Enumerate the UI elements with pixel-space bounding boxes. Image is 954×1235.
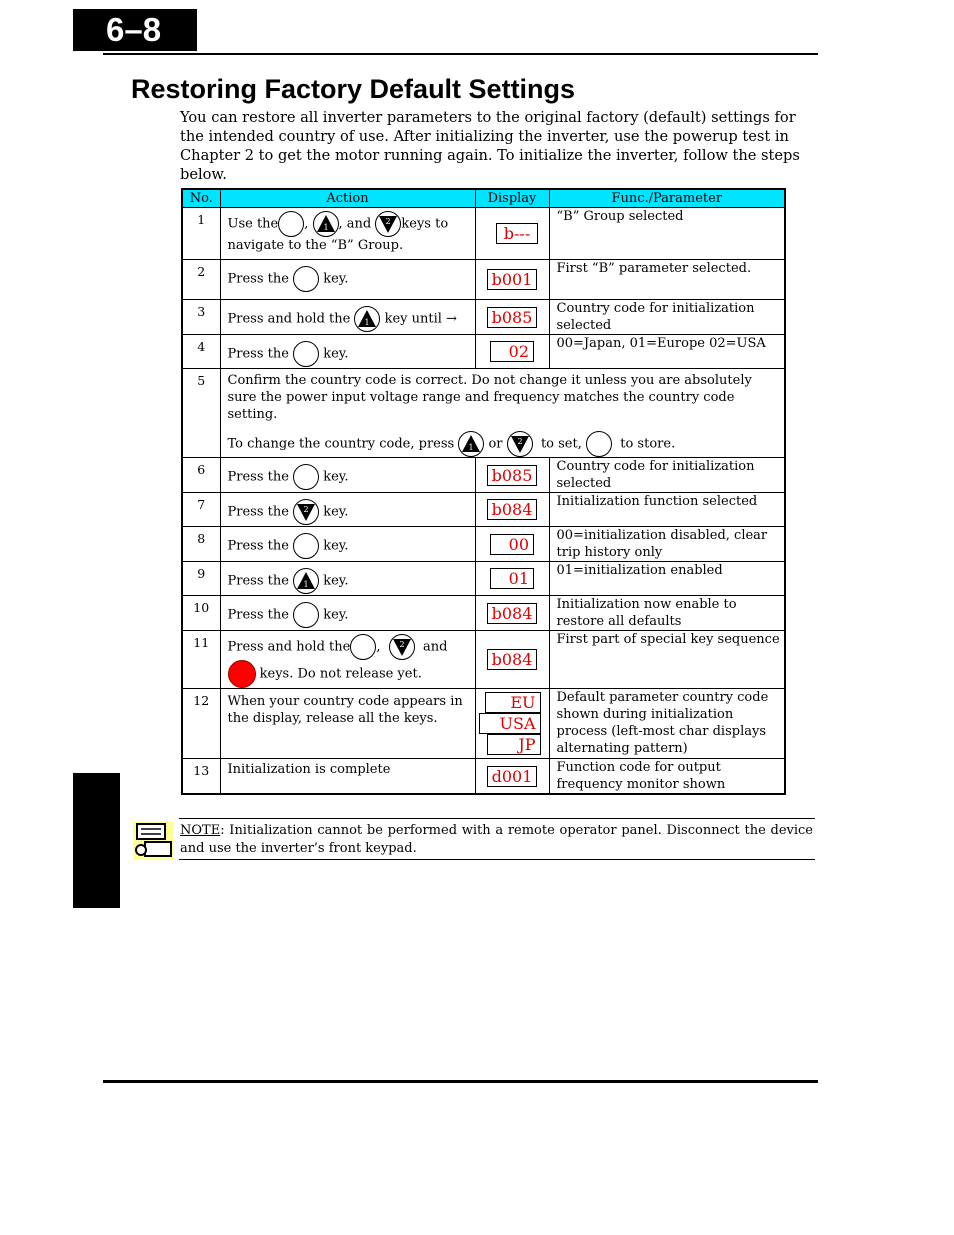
action-text: keys. Do not release yet. (259, 666, 422, 682)
action-text: to store. (620, 436, 676, 452)
display-cell (475, 596, 549, 631)
action-text: key. (323, 346, 349, 362)
svg-text:2: 2 (303, 505, 309, 514)
display-cell (475, 335, 549, 369)
action-text: and (422, 639, 448, 655)
step-number: 6 (182, 458, 220, 493)
step-action (220, 562, 475, 596)
func-text: First part of special key sequence (549, 631, 785, 689)
svg-text:2: 2 (385, 217, 391, 226)
step-action (220, 208, 475, 260)
lcd-readout: 00 (490, 534, 534, 555)
func-text: Country code for initialization selected (549, 300, 785, 335)
intro-paragraph: You can restore all inverter parameters to the original factory (default) settings for the intended country of use. After initializing the inverter, use the powerup test in Chapter 2 to get the motor running again. To initialize the inverter, follow the steps below. (180, 109, 800, 183)
table-row (182, 300, 785, 335)
action-text: Press and hold the (227, 311, 351, 327)
action-text: Press the (227, 271, 289, 287)
initialization-steps-table (181, 188, 786, 795)
display-cell (475, 562, 549, 596)
table-row (182, 335, 785, 369)
note-label: NOTE (180, 823, 221, 838)
action-text: Press the (227, 538, 289, 554)
header-rule (103, 53, 818, 55)
page-number-tab (73, 9, 197, 51)
func-key-icon (293, 266, 319, 292)
down-key-icon (389, 634, 415, 660)
table-row (182, 689, 785, 759)
func-key-icon (293, 602, 319, 628)
lcd-readout: USA (479, 713, 541, 734)
action-text: Press the (227, 504, 289, 520)
lcd-readout: 01 (490, 568, 534, 589)
action-text: Press the (227, 346, 289, 362)
display-cell (475, 689, 549, 759)
svg-text:1: 1 (322, 223, 329, 232)
action-text: key. (323, 573, 349, 589)
table-row (182, 527, 785, 562)
table-row (182, 493, 785, 527)
func-text: First “B” parameter selected. (549, 260, 785, 300)
note-bottom-rule (179, 859, 815, 860)
action-text: To change the country code, press (227, 436, 455, 452)
step-action: Initialization is complete (220, 759, 475, 795)
action-text: key until → (384, 311, 457, 327)
action-text: Press the (227, 573, 289, 589)
table-row (182, 596, 785, 631)
step-number: 13 (182, 759, 220, 795)
up-key-icon (313, 211, 339, 237)
stop-reset-key-icon (228, 660, 256, 688)
col-display-header: Display (475, 189, 549, 208)
action-text: keys to (401, 216, 449, 232)
display-cell (475, 631, 549, 689)
action-text: key. (323, 607, 349, 623)
table-row (182, 260, 785, 300)
note-top-rule (179, 818, 815, 819)
step-action (220, 335, 475, 369)
lcd-readout: b--- (496, 223, 538, 244)
up-key-icon (458, 431, 484, 457)
lcd-readout: 02 (490, 341, 534, 362)
step-number: 4 (182, 335, 220, 369)
note-body: : Initialization cannot be performed with a remote operator panel. Disconnect the device and use the inverter’s front keypad. (180, 823, 813, 856)
step-number: 5 (182, 369, 220, 458)
step-action (220, 369, 785, 458)
action-text: Press the (227, 469, 289, 485)
lcd-readout: b085 (487, 465, 538, 486)
lcd-readout: b084 (487, 603, 538, 624)
down-key-icon (293, 499, 319, 525)
table-row (182, 759, 785, 795)
store-key-icon (586, 431, 612, 457)
step-number: 8 (182, 527, 220, 562)
func-text: Function code for output frequency monitor shown (549, 759, 785, 795)
step-number: 7 (182, 493, 220, 527)
action-text: Use the (227, 216, 279, 232)
action-text: Confirm the country code is correct. Do not change it unless you are absolutely sure the power input voltage range and frequency matches the country code setting. (227, 373, 752, 422)
func-text: Country code for initialization selected (549, 458, 785, 493)
lcd-readout: EU (485, 692, 541, 713)
table-row (182, 562, 785, 596)
down-key-icon (507, 431, 533, 457)
action-text: key. (323, 538, 349, 554)
chapter-side-bar (73, 773, 120, 908)
step-number: 3 (182, 300, 220, 335)
action-text: Press and hold the (227, 639, 351, 655)
table-row (182, 631, 785, 689)
step-number: 2 (182, 260, 220, 300)
step-action (220, 300, 475, 335)
table-row (182, 458, 785, 493)
display-cell (475, 458, 549, 493)
down-key-icon (375, 211, 401, 237)
action-text: key. (323, 271, 349, 287)
table-header-row (182, 189, 785, 208)
section-title: Restoring Factory Default Settings (131, 74, 576, 104)
display-cell (475, 759, 549, 795)
display-cell (475, 527, 549, 562)
step-action (220, 458, 475, 493)
step-number: 1 (182, 208, 220, 260)
col-func-header: Func./Parameter (549, 189, 785, 208)
table-row (182, 369, 785, 458)
action-text: , (376, 639, 381, 655)
step-number: 9 (182, 562, 220, 596)
up-key-icon (354, 306, 380, 332)
func-text: “B” Group selected (549, 208, 785, 260)
lcd-readout: b084 (487, 649, 538, 670)
lcd-readout: JP (487, 734, 541, 755)
action-text: key. (323, 469, 349, 485)
svg-text:2: 2 (517, 437, 523, 446)
display-cell (475, 300, 549, 335)
note-book-icon (131, 820, 175, 862)
step-action (220, 631, 475, 689)
lcd-readout: b001 (487, 269, 538, 290)
func-key-icon (278, 211, 304, 237)
display-cell (475, 208, 549, 260)
action-text: to set, (540, 436, 582, 452)
note-text (180, 822, 813, 858)
func-text: Initialization function selected (549, 493, 785, 527)
page-number: 6–8 (106, 11, 162, 48)
action-text: or (488, 436, 503, 452)
step-number: 12 (182, 689, 220, 759)
lcd-readout: d001 (487, 766, 538, 787)
display-cell (475, 260, 549, 300)
action-text: Press the (227, 607, 289, 623)
func-key-icon (350, 634, 376, 660)
up-key-icon (293, 568, 319, 594)
svg-text:1: 1 (364, 318, 370, 327)
action-text: navigate to the “B” Group. (227, 238, 404, 253)
step-action (220, 493, 475, 527)
step-action: When your country code appears in the display, release all the keys. (220, 689, 475, 759)
func-text: 01=initialization enabled (549, 562, 785, 596)
display-cell (475, 493, 549, 527)
action-text: , and (338, 216, 372, 232)
step-number: 10 (182, 596, 220, 631)
step-number: 11 (182, 631, 220, 689)
step-action (220, 596, 475, 631)
table-row (182, 208, 785, 260)
lcd-readout: b084 (487, 499, 538, 520)
action-text: , (304, 216, 309, 232)
func-key-icon (293, 341, 319, 367)
col-no-header: No. (182, 189, 220, 208)
svg-text:1: 1 (468, 443, 474, 452)
col-action-header: Action (220, 189, 475, 208)
func-text: 00=Japan, 01=Europe 02=USA (549, 335, 785, 369)
step-action (220, 260, 475, 300)
svg-text:1: 1 (303, 580, 309, 589)
func-text: 00=initialization disabled, clear trip history only (549, 527, 785, 562)
func-text: Default parameter country code shown during initialization process (left-most char displays alternating pattern) (549, 689, 785, 759)
svg-text:2: 2 (399, 640, 405, 649)
func-text: Initialization now enable to restore all defaults (549, 596, 785, 631)
lcd-readout: b085 (487, 307, 538, 328)
footer-rule (103, 1080, 818, 1083)
step-action (220, 527, 475, 562)
action-text: key. (323, 504, 349, 520)
func-key-icon (293, 464, 319, 490)
func-key-icon (293, 533, 319, 559)
